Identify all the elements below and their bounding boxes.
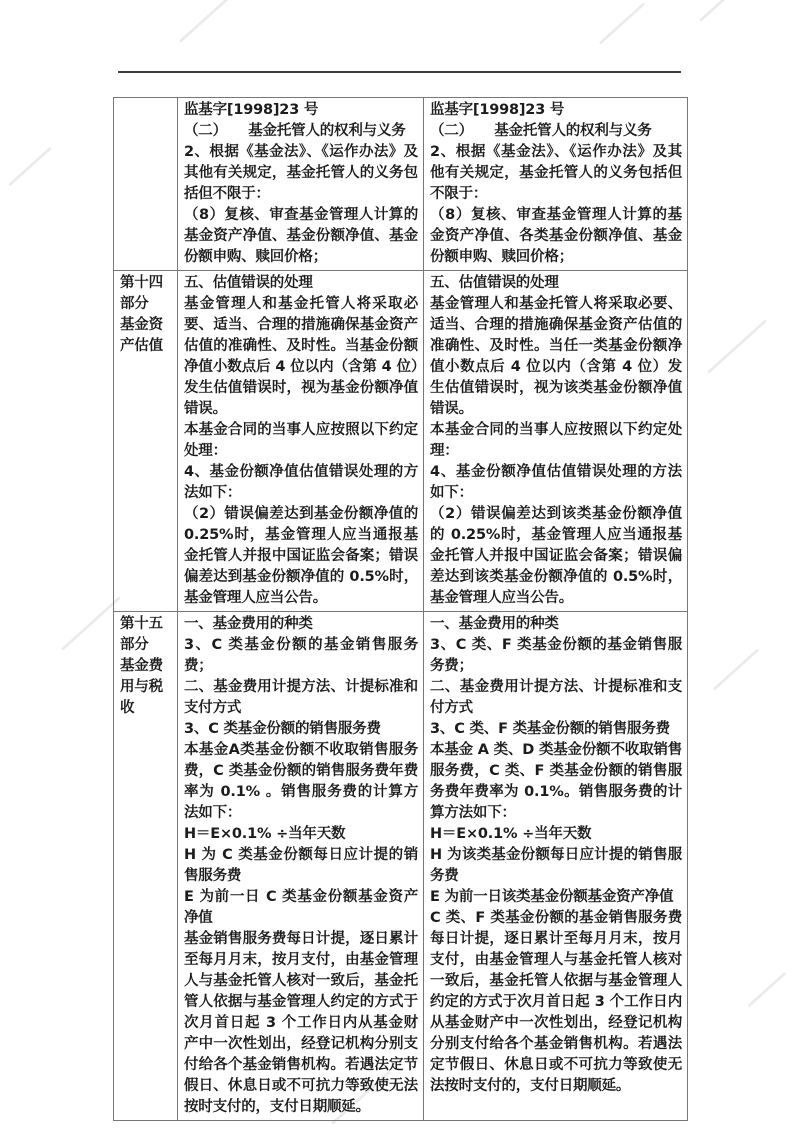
section-label: 第十四部分: [120, 275, 163, 312]
clause-paragraph: 监基字[1998]23 号: [184, 102, 319, 118]
watermark-mark: [699, 0, 735, 22]
watermark-mark: [707, 319, 767, 373]
clause-paragraph: H＝E×0.1% ÷当年天数: [430, 826, 592, 842]
clause-paragraph: （二） 基金托管人的权利与义务: [184, 123, 406, 139]
new-clause-cell: [424, 612, 688, 1121]
clause-paragraph: 4、基金份额净值估值错误处理的方法如下：: [184, 464, 418, 501]
section-label-cell: [114, 612, 178, 1121]
clause-paragraph: E 为前一日 C 类基金份额基金资产净值: [184, 889, 418, 926]
clause-paragraph: 3、C 类、F 类基金份额的基金销售服务费；: [430, 637, 682, 674]
clause-paragraph: 4、基金份额净值估值错误处理的方法如下：: [430, 464, 682, 501]
watermark-mark: [713, 648, 760, 690]
watermark-mark: [8, 147, 52, 187]
new-clause-cell: [424, 271, 688, 612]
clause-paragraph: 本基金合同的当事人应按照以下约定处理：: [430, 422, 682, 459]
section-label: 基金费用与税收: [120, 658, 163, 716]
clause-paragraph: （二） 基金托管人的权利与义务: [430, 123, 652, 139]
clause-paragraph: H 为 C 类基金份额每日应计提的销售服务费: [184, 847, 418, 884]
clause-paragraph: 二、基金费用计提方法、计提标准和支付方式: [430, 679, 682, 716]
old-clause-cell: [178, 271, 424, 612]
clause-paragraph: 本基金A类基金份额不收取销售服务费，C 类基金份额的销售服务费年费率为 0.1% 。销售服务费的计算方法如下：: [184, 742, 418, 821]
clause-paragraph: 基金管理人和基金托管人将采取必要、适当、合理的措施确保基金资产估值的准确性、及时性。当基金份额净值小数点后 4 位以内（含第 4 位）发生估值错误时，视为基金份额净值错误。: [184, 296, 418, 417]
clause-paragraph: 3、C 类、F 类基金份额的销售服务费: [430, 721, 670, 737]
table-row: [114, 98, 688, 271]
clause-paragraph: （8）复核、审查基金管理人计算的基金资产净值、基金份额净值、基金份额申购、赎回价格；: [184, 207, 418, 265]
section-label: 基金资产估值: [120, 317, 163, 354]
watermark-mark: [179, 0, 239, 43]
clause-paragraph: 监基字[1998]23 号: [430, 102, 565, 118]
clause-paragraph: （2）错误偏差达到基金份额净值的 0.25%时，基金管理人应当通报基金托管人并报中国证监会备案；错误偏差达到基金份额净值的 0.5%时，基金管理人应当公告。: [184, 506, 418, 606]
watermark-mark: [599, 2, 646, 44]
clause-paragraph: 基金管理人和基金托管人将采取必要、适当、合理的措施确保基金资产估值的准确性、及时性。当任一类基金份额净值小数点后 4 位以内（含第 4 位）发生估值错误时，视为该类基金份额净值错误。: [430, 296, 682, 417]
clause-paragraph: C 类、F 类基金份额的基金销售服务费每日计提，逐日累计至每月月末，按月支付，由基金管理人与基金托管人核对一致后，基金托管人依据与基金管理人约定的方式于次月首日起 3 个工作日内从基金财产中一次性划出，经登记机构分别支付给各个基金销售机构。若遇法定节假日、休息日或不可抗力等致使无法按时支付的，支付日期顺延。: [430, 910, 682, 1094]
new-clause-cell: [424, 98, 688, 271]
clause-paragraph: E 为前一日该类基金份额基金资产净值: [430, 889, 674, 905]
clause-paragraph: 五、估值错误的处理: [184, 275, 313, 291]
table-row: [114, 612, 688, 1121]
section-label: 第十五部分: [120, 616, 163, 653]
clause-paragraph: 2、根据《基金法》、《运作办法》及其他有关规定，基金托管人的义务包括但不限于：: [430, 144, 682, 202]
clause-paragraph: 本基金 A 类、D 类基金份额不收取销售服务费，C 类、F 类基金份额的销售服务费年费率为 0.1%。销售服务费的计算方法如下：: [430, 742, 682, 821]
old-clause-cell: [178, 612, 424, 1121]
clause-paragraph: 一、基金费用的种类: [430, 616, 559, 632]
clause-paragraph: 二、基金费用计提方法、计提标准和支付方式: [184, 679, 418, 716]
clause-paragraph: 本基金合同的当事人应按照以下约定处理：: [184, 422, 418, 459]
clause-paragraph: 一、基金费用的种类: [184, 616, 313, 632]
watermark-mark: [747, 972, 786, 1008]
clause-paragraph: H＝E×0.1% ÷当年天数: [184, 826, 346, 842]
watermark-mark: [61, 596, 121, 650]
clause-paragraph: 3、C 类基金份额的销售服务费: [184, 721, 381, 737]
old-clause-cell: [178, 98, 424, 271]
clause-paragraph: 3、C 类基金份额的基金销售服务费；: [184, 637, 418, 674]
clause-paragraph: （8）复核、审查基金管理人计算的基金资产净值、各类基金份额净值、基金份额申购、赎回价格；: [430, 207, 682, 265]
table-row: [114, 271, 688, 612]
clause-paragraph: （2）错误偏差达到该类基金份额净值的 0.25%时，基金管理人应当通报基金托管人并报中国证监会备案；错误偏差达到该类基金份额净值的 0.5%时，基金管理人应当公告。: [430, 506, 682, 606]
clause-paragraph: H 为该类基金份额每日应计提的销售服务费: [430, 847, 682, 884]
header-rule: [118, 71, 681, 73]
section-label-cell: [114, 271, 178, 612]
section-label-cell: [114, 98, 178, 271]
clause-paragraph: 2、根据《基金法》、《运作办法》及其他有关规定，基金托管人的义务包括但不限于：: [184, 144, 418, 202]
clause-paragraph: 五、估值错误的处理: [430, 275, 559, 291]
comparison-table: [113, 97, 688, 1121]
clause-paragraph: 基金销售服务费每日计提，逐日累计至每月月末，按月支付，由基金管理人与基金托管人核对一致后，基金托管人依据与基金管理人约定的方式于次月首日起 3 个工作日内从基金财产中一次性划出，经登记机构分别支付给各个基金销售机构。若遇法定节假日、休息日或不可抗力等致使无法按时支付的，支付日期顺延。: [184, 931, 418, 1115]
